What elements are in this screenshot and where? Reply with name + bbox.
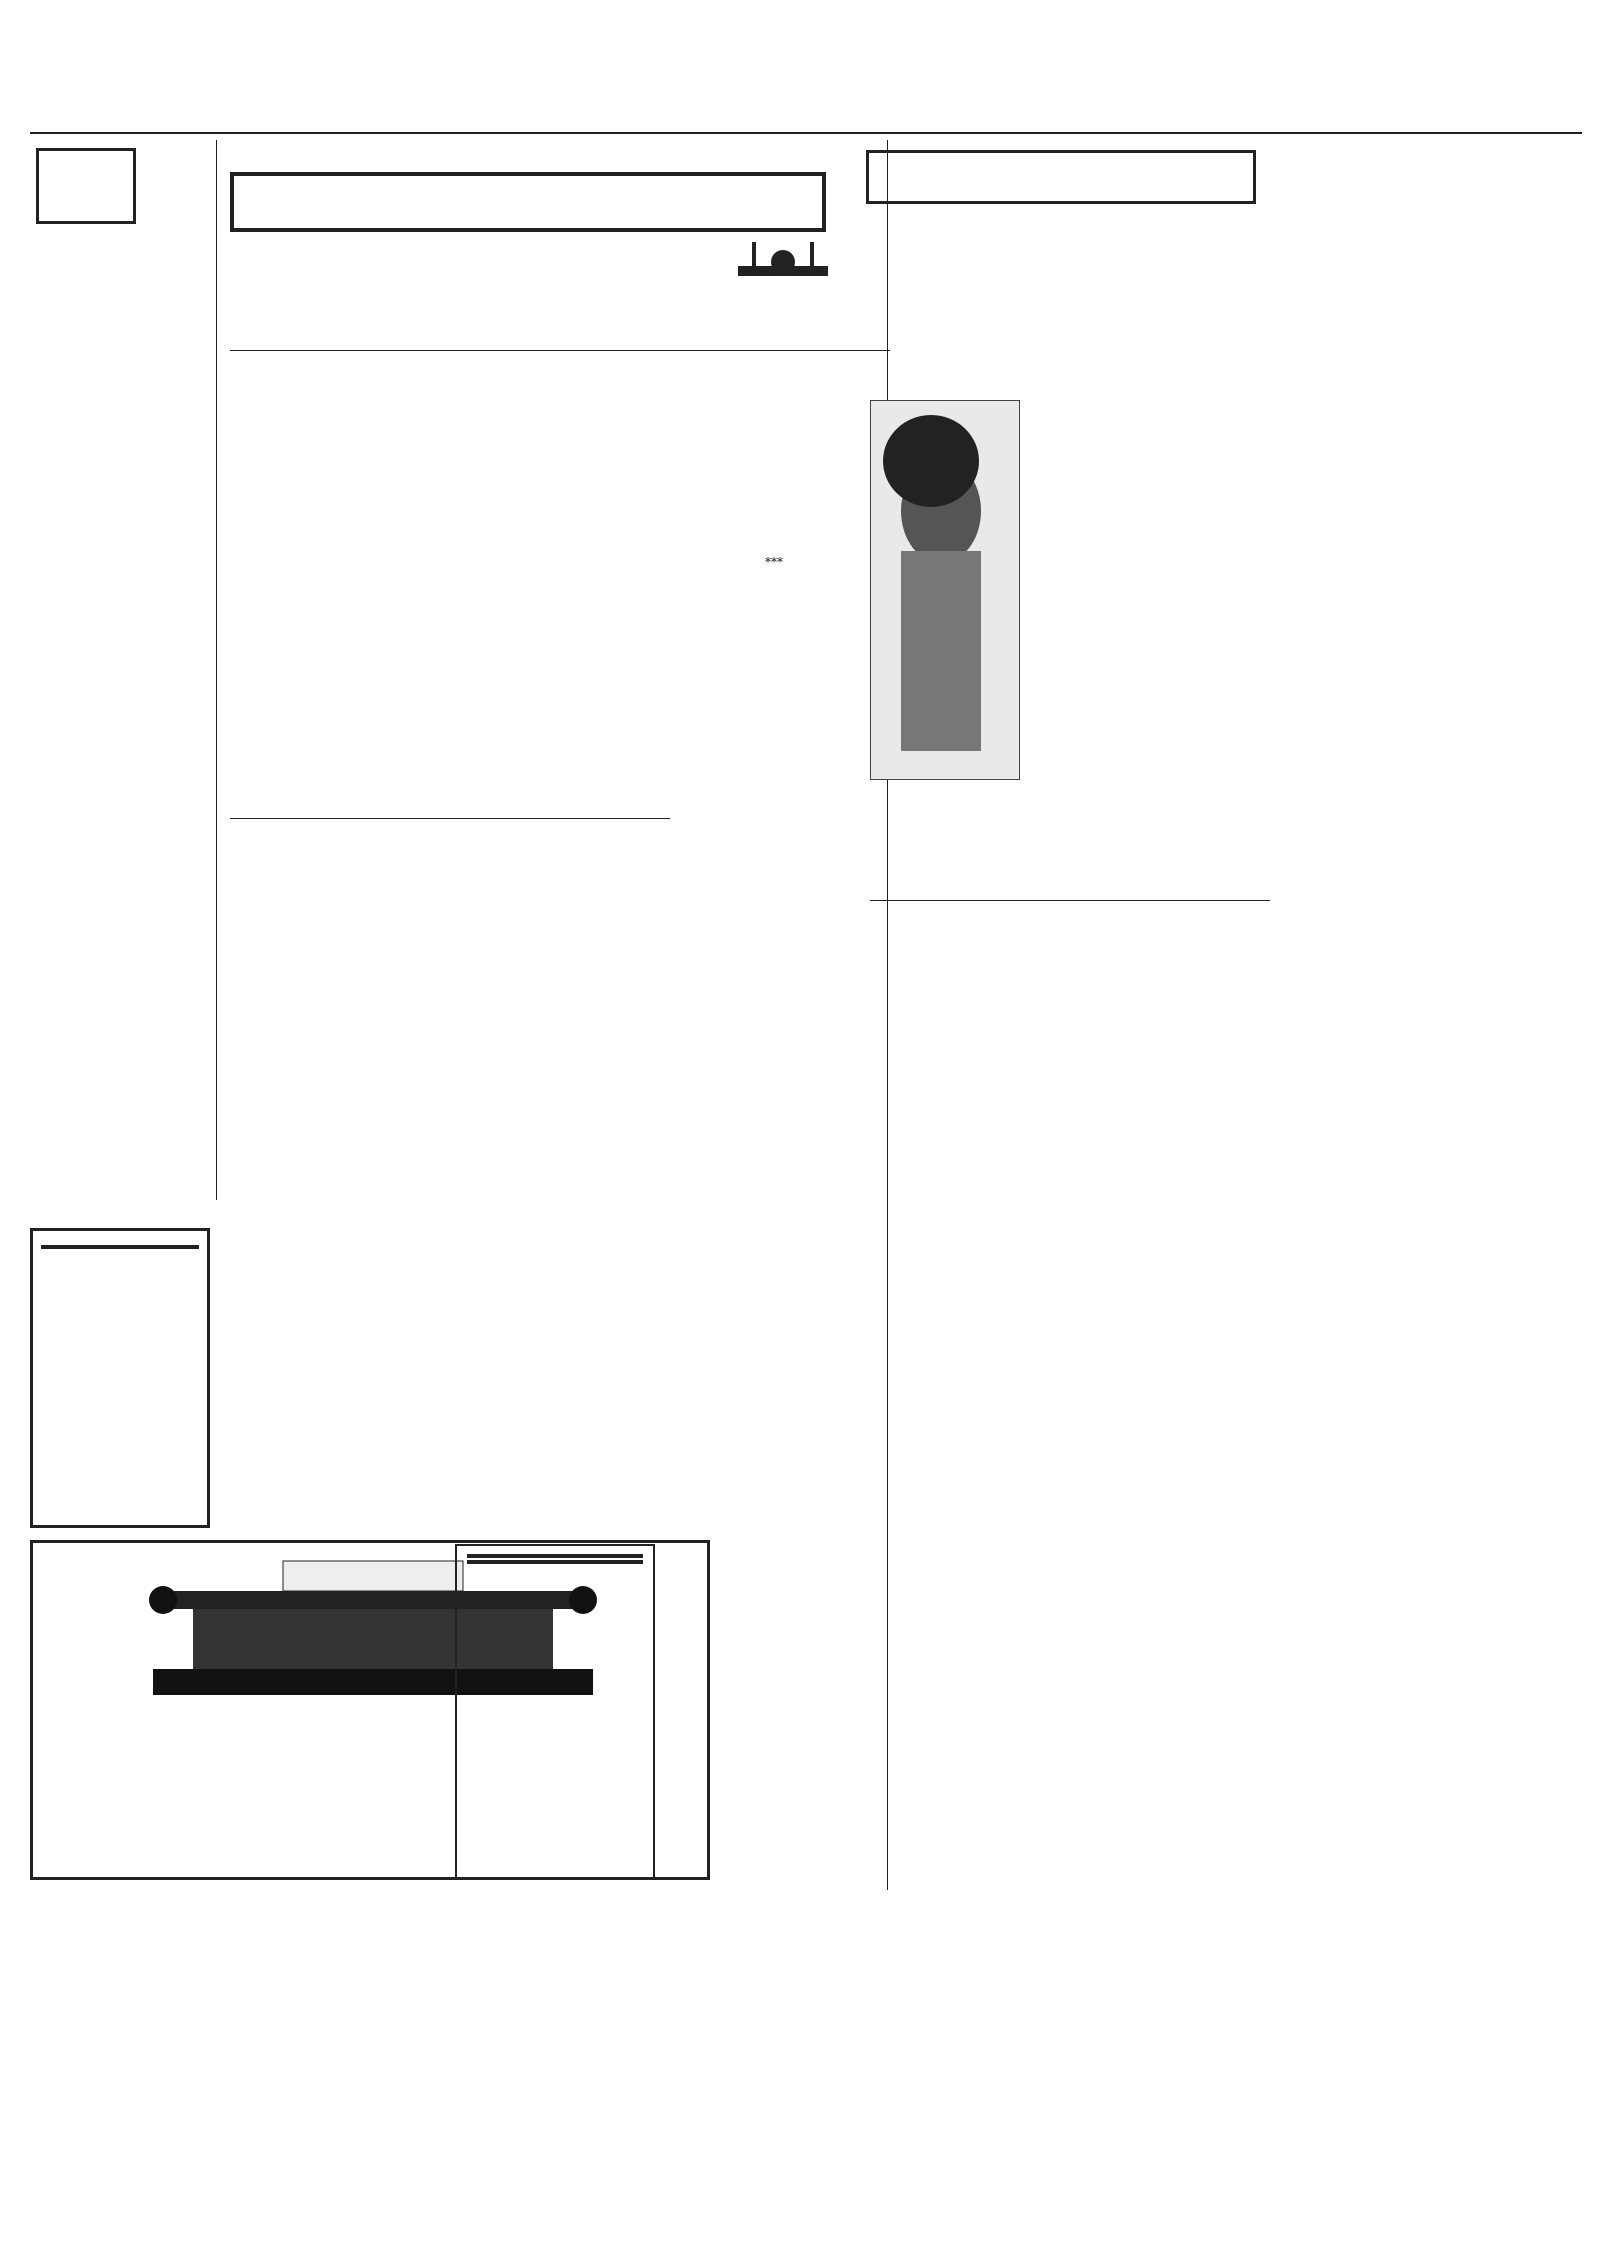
croesus-col-2 (452, 1340, 662, 1530)
sports-col-right (1100, 230, 1260, 1290)
ad-line (41, 1245, 199, 1249)
separator-stars: *** (765, 555, 783, 569)
note-2 (892, 846, 1088, 966)
parish-divider (230, 350, 890, 351)
parish-col-3 (670, 358, 878, 548)
col1-divider (216, 140, 217, 1200)
croesus-col-1 (230, 1340, 440, 1530)
col1-text (30, 232, 208, 1207)
oath-col-2 (452, 826, 662, 1246)
parish-col-1 (230, 358, 438, 688)
parish-col-2 (450, 358, 658, 688)
column-heading-box (36, 148, 136, 224)
ad-line (467, 1554, 643, 1558)
mosque-icon (738, 236, 828, 276)
cheese-butter-ad (455, 1544, 655, 1880)
oath-divider (230, 818, 670, 819)
ad-line (467, 1560, 643, 1564)
sports-banner (866, 150, 1256, 204)
section-banner (230, 172, 826, 232)
note-1 (892, 718, 1088, 838)
parish-col-3b (670, 574, 878, 698)
oath-col-1 (230, 826, 440, 1246)
note-3 (892, 972, 1088, 1092)
column-heading (39, 151, 133, 155)
top-rule (30, 132, 1582, 134)
grand-hotel-ad (30, 1228, 210, 1528)
